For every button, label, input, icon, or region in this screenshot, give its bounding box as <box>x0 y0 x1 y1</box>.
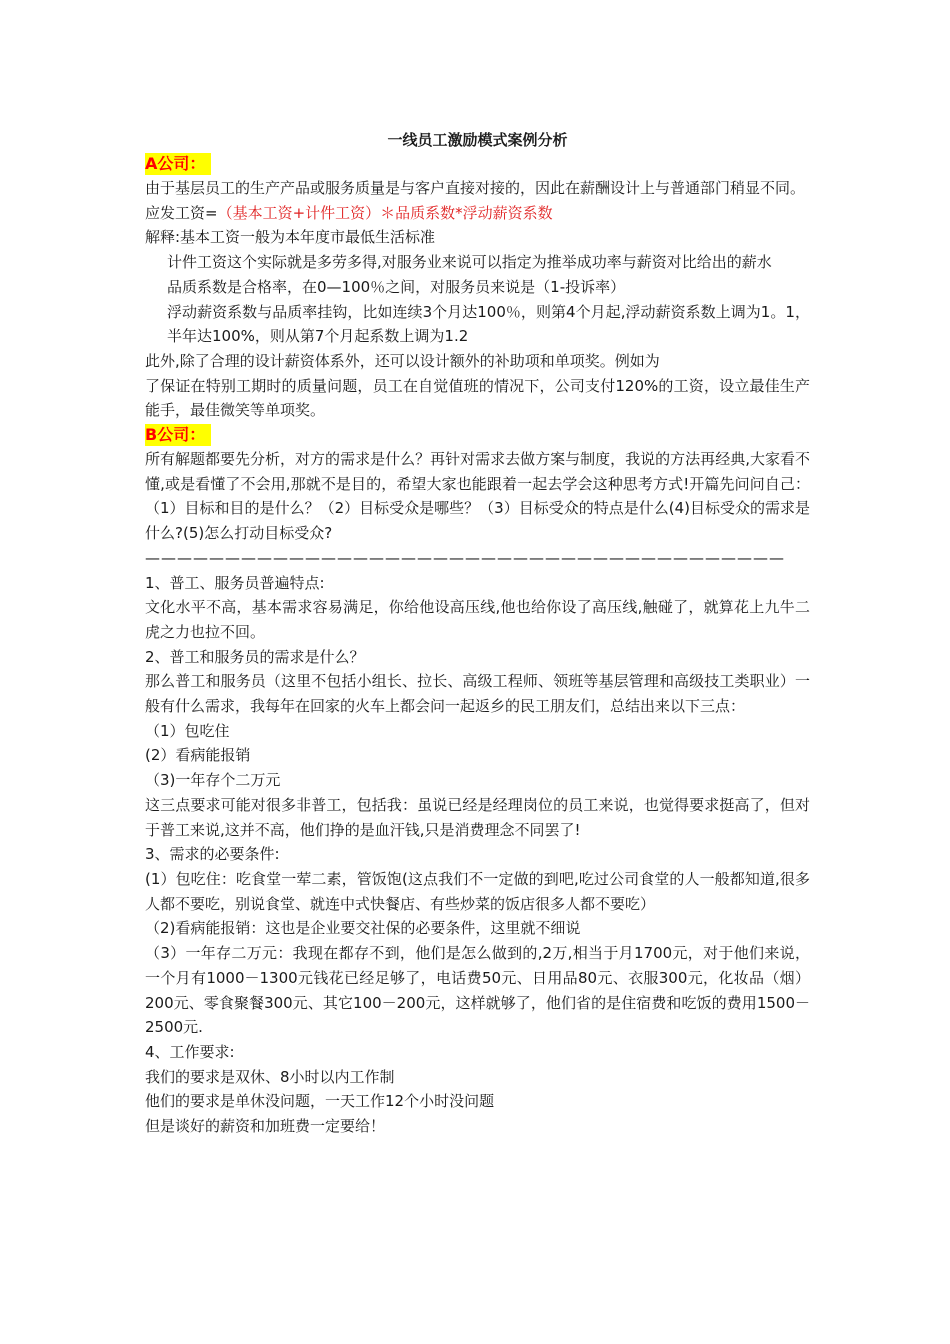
document-page <box>145 126 810 1139</box>
section-b-heading <box>145 423 810 447</box>
explanation-quality-factor: 品质系数是合格率，在0—100％之间，对服务员来说是（1-投诉率） <box>167 277 626 296</box>
work-requirement-3: 但是谈好的薪资和加班费一定要给！ <box>145 1117 386 1136</box>
heading-work-requirements: 4、工作要求: <box>145 1042 235 1061</box>
explanation-piece-rate: 计件工资这个实际就是多劳多得,对服务业来说可以指定为推举成功率与薪资对比给出的薪水 <box>167 253 772 272</box>
heading-conditions: 3、需求的必要条件: <box>145 845 280 864</box>
formula-prefix: 应发工资= <box>145 203 218 222</box>
condition-item-1: (1）包吃住：吃食堂一荤二素，管饭饱(这点我们不一定做的到吧,吃过公司食堂的人一般都知道,很多人都不要吃，别说食堂、就连中式快餐店、有些炒菜的饭店很多人都不要吃） <box>145 869 810 913</box>
need-item-3: （3)一年存个二万元 <box>145 771 281 790</box>
need-item-2: (2）看病能报销 <box>145 746 251 765</box>
formula-body: （基本工资+计件工资）＊品质系数*浮动薪资系数 <box>217 203 553 222</box>
text-needs-comment: 这三点要求可能对很多非普工，包括我：虽说已经是经理岗位的员工来说，也觉得要求挺高了，但对于普工来说,这并不高，他们挣的是血汗钱,只是消费理念不同罢了! <box>145 795 810 839</box>
section-b-label: B公司： <box>145 424 211 446</box>
extra-subsidies: 此外,除了合理的设计薪资体系外，还可以设计额外的补助项和单项奖。例如为 <box>145 351 660 370</box>
text-characteristics: 文化水平不高，基本需求容易满足，你给他设高压线,他也给你设了高压线,触碰了，就算花上九牛二虎之力也拉不回。 <box>145 598 810 641</box>
need-item-1: （1）包吃住 <box>145 721 230 740</box>
work-requirement-1: 我们的要求是双休、8小时以内工作制 <box>145 1067 395 1086</box>
heading-needs: 2、普工和服务员的需求是什么？ <box>145 647 365 666</box>
condition-item-3: （3）一年存二万元：我现在都存不到，他们是怎么做到的,2万,相当于月1700元，对于他们来说，一个月有1000－1300元钱花已经足够了，电话费50元、日用品80元、衣服300元，化妆品（烟）200元、零食聚餐300元、其它100－200元，这样就够了，他们省的是住宿费和吃饭的费用1500－2500元. <box>145 944 810 1037</box>
section-a-intro: 由于基层员工的生产产品或服务质量是与客户直接对接的，因此在薪酬设计上与普通部门稍显不同。 <box>145 179 806 197</box>
section-a-label: A公司： <box>145 153 211 175</box>
explanation-floating-factor: 浮动薪资系数与品质率挂钩，比如连续3个月达100％，则第4个月起,浮动薪资系数上调为1。1，半年达100%，则从第7个月起系数上调为1.2 <box>167 302 810 346</box>
section-b-intro: 所有解题都要先分析，对方的需求是什么？再针对需求去做方案与制度，我说的方法再经典,大家看不懂,或是看懂了不会用,那就不是目的，希望大家也能跟着一起去学会这种思考方式!开篇先问问自己：（1）目标和目的是什么？（2）目标受众是哪些？（3）目标受众的特点是什么(4)目标受众的需求是什么?(5)怎么打动目标受众? <box>145 450 810 543</box>
divider-rule: ———————————————————————————————————————— <box>145 548 785 567</box>
explanation-base-salary: 解释:基本工资一般为本年度市最低生活标准 <box>145 228 436 247</box>
document-title: 一线员工激励模式案例分析 <box>387 131 568 149</box>
heading-characteristics: 1、普工、服务员普遍特点: <box>145 573 325 592</box>
salary-formula <box>145 201 810 226</box>
condition-item-2: （2)看病能报销：这也是企业要交社保的必要条件，这里就不细说 <box>145 919 581 938</box>
section-a-heading <box>145 152 810 176</box>
work-requirement-2: 他们的要求是单休没问题，一天工作12个小时没问题 <box>145 1092 495 1111</box>
text-needs: 那么普工和服务员（这里不包括小组长、拉长、高级工程师、领班等基层管理和高级技工类职业）一般有什么需求，我每年在回家的火车上都会问一起返乡的民工朋友们，总结出来以下三点： <box>145 672 810 716</box>
special-awards: 了保证在特别工期时的质量问题，员工在自觉值班的情况下，公司支付120%的工资，设立最佳生产能手，最佳微笑等单项奖。 <box>145 376 810 420</box>
